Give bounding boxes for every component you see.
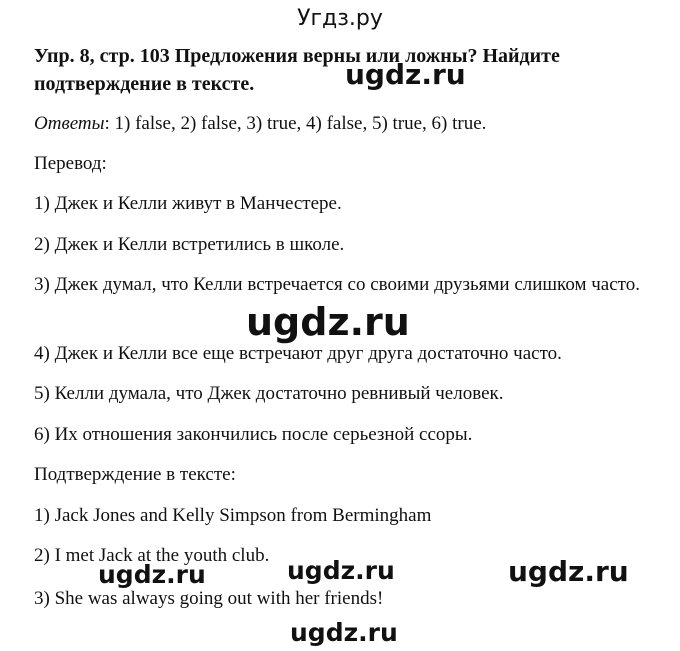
confirmation-label: Подтверждение в тексте: (34, 464, 236, 485)
answers-label: Ответы (34, 113, 105, 134)
exercise-heading: Упр. 8, стр. 103 Предложения верны или ложны? Найдите подтверждение в тексте. (34, 45, 560, 95)
watermark: ugdz.ru (246, 300, 410, 344)
confirmation-item-2: 2) I met Jack at the youth club. (34, 545, 270, 566)
watermark: ugdz.ru (98, 560, 206, 589)
translation-item-6: 6) Их отношения закончились после серьезной ссоры. (34, 424, 473, 445)
watermark: ugdz.ru (290, 618, 398, 647)
watermark: ugdz.ru (345, 58, 466, 91)
translation-item-2: 2) Джек и Келли встретились в школе. (34, 234, 345, 255)
translation-item-1: 1) Джек и Келли живут в Манчестере. (34, 193, 342, 214)
confirmation-item-1: 1) Jack Jones and Kelly Simpson from Bermingham (34, 505, 432, 526)
watermark: ugdz.ru (508, 555, 629, 588)
confirmation-item-3: 3) She was always going out with her friends! (34, 588, 384, 609)
translation-item-4: 4) Джек и Келли все еще встречают друг друга достаточно часто. (34, 343, 562, 364)
answers-line (34, 111, 486, 137)
watermark: ugdz.ru (287, 556, 395, 585)
translation-item-5: 5) Келли думала, что Джек достаточно ревнивый человек. (34, 383, 504, 404)
translation-label: Перевод: (34, 153, 107, 174)
translation-item-3: 3) Джек думал, что Келли встречается со своими друзьями слишком часто. (34, 274, 640, 295)
site-title: Угдз.ру (297, 6, 383, 31)
answers-text: : 1) false, 2) false, 3) true, 4) false, 5) true, 6) true. (104, 113, 487, 134)
